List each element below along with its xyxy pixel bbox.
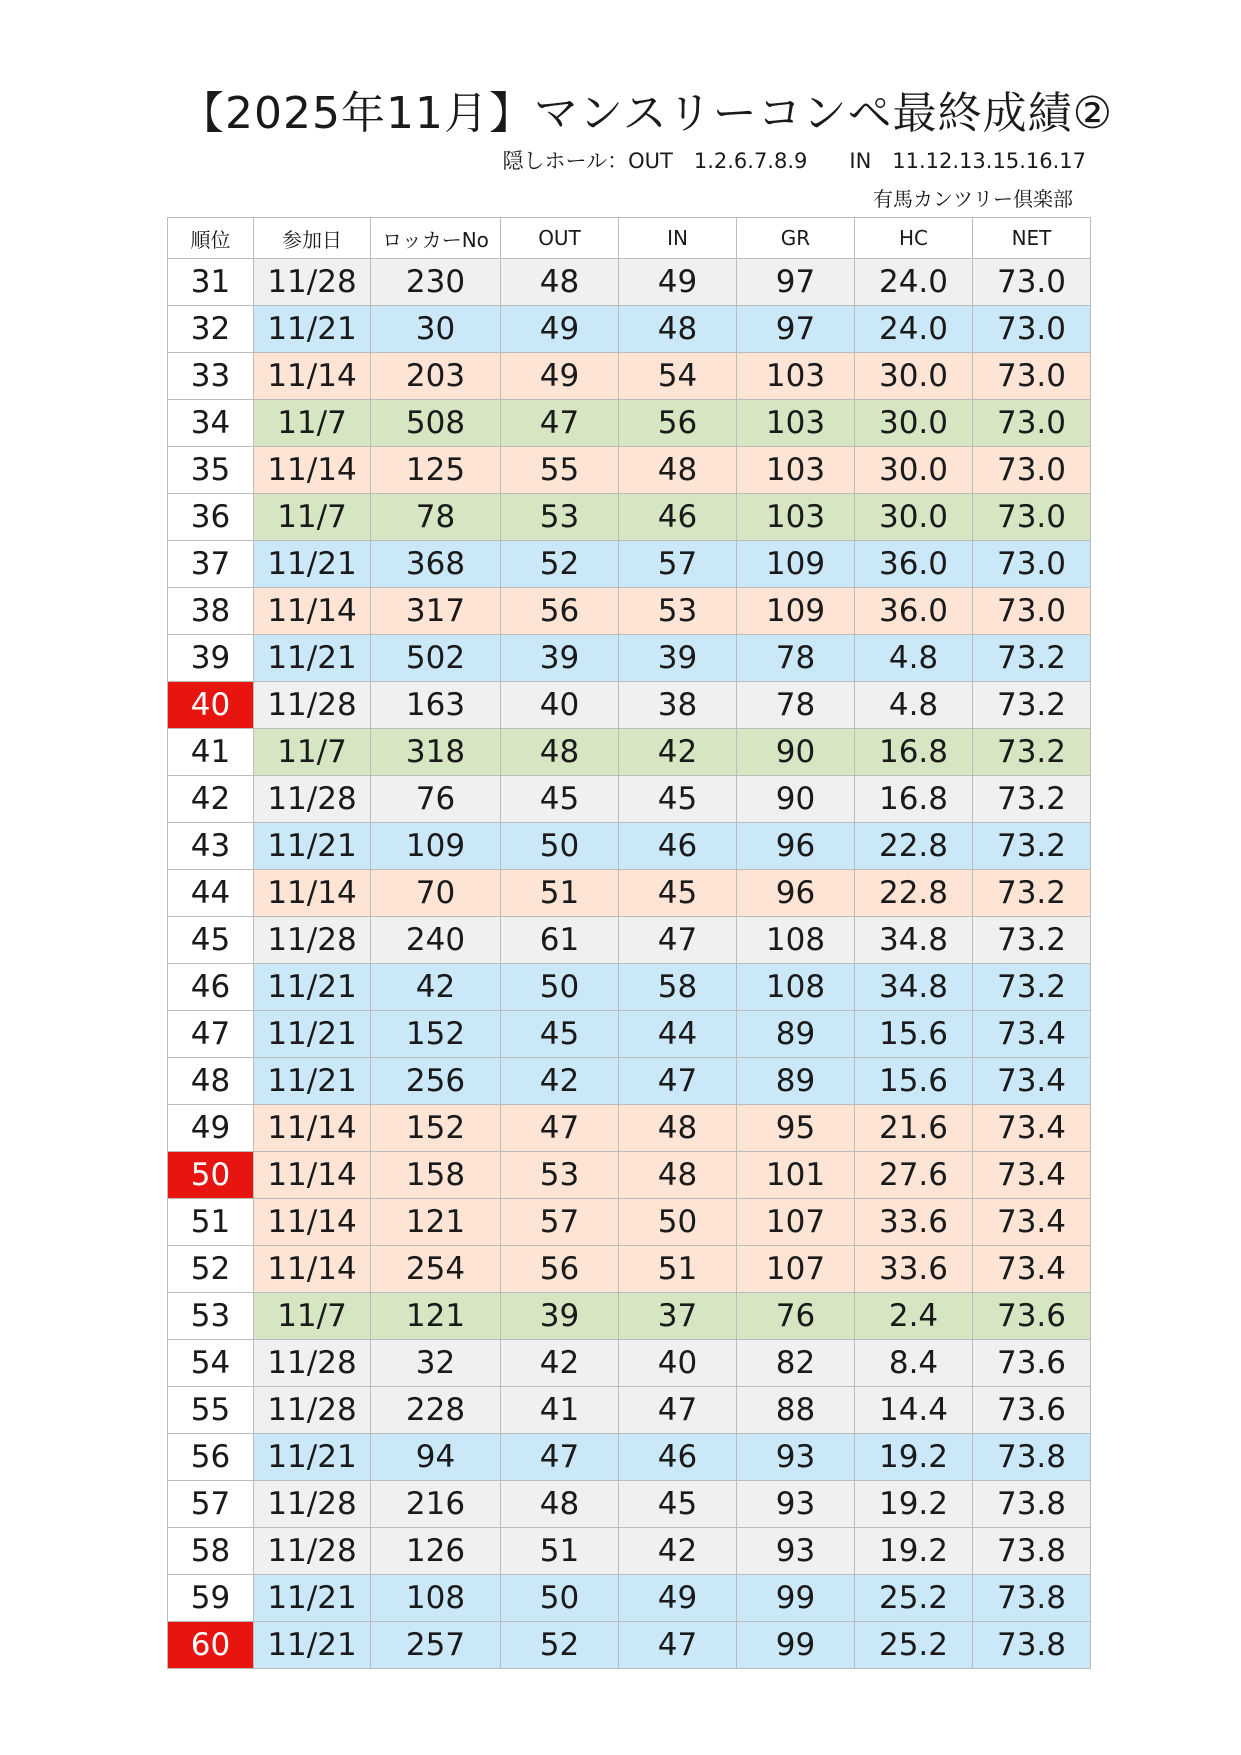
rank-cell: 46 [168, 964, 254, 1011]
gross-cell: 108 [737, 917, 855, 964]
net-cell: 73.2 [973, 917, 1091, 964]
out-score-cell: 45 [501, 776, 619, 823]
date-cell: 11/14 [254, 1199, 371, 1246]
table-row [168, 1387, 1091, 1434]
page-title: 【2025年11月】マンスリーコンペ最終成績② [180, 88, 1114, 139]
net-cell: 73.6 [973, 1293, 1091, 1340]
rank-cell: 34 [168, 400, 254, 447]
out-score-cell: 51 [501, 1528, 619, 1575]
locker-cell: 256 [371, 1058, 501, 1105]
in-score-cell: 49 [619, 1575, 737, 1622]
rank-cell: 32 [168, 306, 254, 353]
rank-cell: 33 [168, 353, 254, 400]
in-score-cell: 56 [619, 400, 737, 447]
handicap-cell: 34.8 [855, 964, 973, 1011]
gross-cell: 99 [737, 1575, 855, 1622]
in-score-cell: 37 [619, 1293, 737, 1340]
locker-cell: 203 [371, 353, 501, 400]
out-score-cell: 42 [501, 1058, 619, 1105]
date-cell: 11/21 [254, 1058, 371, 1105]
out-score-cell: 39 [501, 635, 619, 682]
gross-cell: 78 [737, 682, 855, 729]
gross-cell: 88 [737, 1387, 855, 1434]
locker-cell: 317 [371, 588, 501, 635]
out-score-cell: 56 [501, 1246, 619, 1293]
locker-cell: 508 [371, 400, 501, 447]
gross-cell: 103 [737, 494, 855, 541]
net-cell: 73.2 [973, 870, 1091, 917]
rank-cell: 44 [168, 870, 254, 917]
out-score-cell: 49 [501, 353, 619, 400]
handicap-cell: 33.6 [855, 1246, 973, 1293]
club-name: 有馬カンツリー倶楽部 [873, 187, 1073, 211]
net-cell: 73.0 [973, 306, 1091, 353]
table-row [168, 353, 1091, 400]
date-cell: 11/21 [254, 1434, 371, 1481]
rank-cell: 58 [168, 1528, 254, 1575]
date-cell: 11/21 [254, 1011, 371, 1058]
date-cell: 11/28 [254, 776, 371, 823]
rank-cell: 47 [168, 1011, 254, 1058]
date-cell: 11/14 [254, 1105, 371, 1152]
table-row [168, 917, 1091, 964]
in-score-cell: 46 [619, 1434, 737, 1481]
date-cell: 11/28 [254, 259, 371, 306]
net-cell: 73.6 [973, 1387, 1091, 1434]
net-cell: 73.8 [973, 1622, 1091, 1669]
out-score-cell: 52 [501, 541, 619, 588]
locker-cell: 76 [371, 776, 501, 823]
out-score-cell: 56 [501, 588, 619, 635]
in-score-cell: 48 [619, 447, 737, 494]
gross-cell: 103 [737, 353, 855, 400]
table-row [168, 964, 1091, 1011]
in-score-cell: 46 [619, 823, 737, 870]
net-cell: 73.0 [973, 259, 1091, 306]
rank-cell: 35 [168, 447, 254, 494]
locker-cell: 152 [371, 1011, 501, 1058]
locker-cell: 121 [371, 1293, 501, 1340]
rank-cell: 50 [168, 1152, 254, 1199]
gross-cell: 96 [737, 823, 855, 870]
handicap-cell: 8.4 [855, 1340, 973, 1387]
date-cell: 11/7 [254, 1293, 371, 1340]
table-row [168, 1058, 1091, 1105]
locker-cell: 163 [371, 682, 501, 729]
out-score-cell: 48 [501, 1481, 619, 1528]
gross-cell: 93 [737, 1434, 855, 1481]
rank-cell: 57 [168, 1481, 254, 1528]
locker-cell: 121 [371, 1199, 501, 1246]
handicap-cell: 34.8 [855, 917, 973, 964]
handicap-cell: 24.0 [855, 306, 973, 353]
rank-cell: 60 [168, 1622, 254, 1669]
handicap-cell: 15.6 [855, 1058, 973, 1105]
in-score-cell: 51 [619, 1246, 737, 1293]
rank-cell: 56 [168, 1434, 254, 1481]
in-score-cell: 44 [619, 1011, 737, 1058]
table-row [168, 823, 1091, 870]
out-score-cell: 49 [501, 306, 619, 353]
table-row [168, 1481, 1091, 1528]
gross-cell: 76 [737, 1293, 855, 1340]
net-cell: 73.0 [973, 400, 1091, 447]
gross-cell: 90 [737, 776, 855, 823]
gross-cell: 82 [737, 1340, 855, 1387]
out-score-cell: 57 [501, 1199, 619, 1246]
in-score-cell: 50 [619, 1199, 737, 1246]
table-row [168, 1293, 1091, 1340]
rank-cell: 41 [168, 729, 254, 776]
gross-cell: 89 [737, 1058, 855, 1105]
header-gr: GR [737, 218, 855, 259]
net-cell: 73.4 [973, 1105, 1091, 1152]
locker-cell: 257 [371, 1622, 501, 1669]
table-row [168, 682, 1091, 729]
locker-cell: 70 [371, 870, 501, 917]
handicap-cell: 36.0 [855, 588, 973, 635]
in-score-cell: 57 [619, 541, 737, 588]
date-cell: 11/28 [254, 1528, 371, 1575]
gross-cell: 78 [737, 635, 855, 682]
handicap-cell: 33.6 [855, 1199, 973, 1246]
gross-cell: 89 [737, 1011, 855, 1058]
in-score-cell: 47 [619, 1387, 737, 1434]
gross-cell: 107 [737, 1246, 855, 1293]
net-cell: 73.4 [973, 1152, 1091, 1199]
rank-cell: 43 [168, 823, 254, 870]
out-score-cell: 42 [501, 1340, 619, 1387]
table-row [168, 870, 1091, 917]
net-cell: 73.2 [973, 823, 1091, 870]
gross-cell: 97 [737, 259, 855, 306]
table-row [168, 1528, 1091, 1575]
rank-cell: 40 [168, 682, 254, 729]
locker-cell: 502 [371, 635, 501, 682]
gross-cell: 96 [737, 870, 855, 917]
handicap-cell: 4.8 [855, 635, 973, 682]
date-cell: 11/28 [254, 917, 371, 964]
date-cell: 11/7 [254, 729, 371, 776]
out-score-cell: 61 [501, 917, 619, 964]
gross-cell: 103 [737, 400, 855, 447]
handicap-cell: 25.2 [855, 1622, 973, 1669]
locker-cell: 254 [371, 1246, 501, 1293]
gross-cell: 93 [737, 1528, 855, 1575]
in-score-cell: 53 [619, 588, 737, 635]
gross-cell: 108 [737, 964, 855, 1011]
net-cell: 73.4 [973, 1011, 1091, 1058]
out-score-cell: 53 [501, 494, 619, 541]
out-score-cell: 39 [501, 1293, 619, 1340]
date-cell: 11/21 [254, 306, 371, 353]
handicap-cell: 15.6 [855, 1011, 973, 1058]
gross-cell: 90 [737, 729, 855, 776]
net-cell: 73.0 [973, 588, 1091, 635]
locker-cell: 42 [371, 964, 501, 1011]
locker-cell: 158 [371, 1152, 501, 1199]
date-cell: 11/28 [254, 1387, 371, 1434]
out-score-cell: 40 [501, 682, 619, 729]
out-score-cell: 53 [501, 1152, 619, 1199]
out-score-cell: 47 [501, 1105, 619, 1152]
rank-cell: 54 [168, 1340, 254, 1387]
handicap-cell: 22.8 [855, 870, 973, 917]
locker-cell: 126 [371, 1528, 501, 1575]
table-row [168, 1622, 1091, 1669]
date-cell: 11/7 [254, 400, 371, 447]
net-cell: 73.8 [973, 1575, 1091, 1622]
locker-cell: 216 [371, 1481, 501, 1528]
locker-cell: 228 [371, 1387, 501, 1434]
in-score-cell: 58 [619, 964, 737, 1011]
table-row [168, 447, 1091, 494]
out-score-cell: 45 [501, 1011, 619, 1058]
locker-cell: 94 [371, 1434, 501, 1481]
date-cell: 11/14 [254, 1246, 371, 1293]
handicap-cell: 19.2 [855, 1434, 973, 1481]
in-score-cell: 42 [619, 1528, 737, 1575]
out-score-cell: 47 [501, 400, 619, 447]
rank-cell: 38 [168, 588, 254, 635]
in-score-cell: 48 [619, 1105, 737, 1152]
date-cell: 11/7 [254, 494, 371, 541]
handicap-cell: 2.4 [855, 1293, 973, 1340]
rank-cell: 42 [168, 776, 254, 823]
table-row [168, 729, 1091, 776]
locker-cell: 125 [371, 447, 501, 494]
out-score-cell: 41 [501, 1387, 619, 1434]
locker-cell: 230 [371, 259, 501, 306]
date-cell: 11/21 [254, 964, 371, 1011]
table-row [168, 1340, 1091, 1387]
header-in: IN [619, 218, 737, 259]
gross-cell: 93 [737, 1481, 855, 1528]
gross-cell: 109 [737, 588, 855, 635]
in-score-cell: 47 [619, 1622, 737, 1669]
out-score-cell: 50 [501, 823, 619, 870]
in-score-cell: 47 [619, 917, 737, 964]
table-row [168, 1105, 1091, 1152]
in-score-cell: 45 [619, 870, 737, 917]
table-row [168, 259, 1091, 306]
in-score-cell: 48 [619, 1152, 737, 1199]
table-row [168, 494, 1091, 541]
hidden-holes-note: 隠しホール：OUT 1.2.6.7.8.9 IN 11.12.13.15.16.17 [502, 149, 1086, 173]
date-cell: 11/14 [254, 870, 371, 917]
net-cell: 73.0 [973, 353, 1091, 400]
rank-cell: 39 [168, 635, 254, 682]
handicap-cell: 21.6 [855, 1105, 973, 1152]
net-cell: 73.2 [973, 964, 1091, 1011]
rank-cell: 45 [168, 917, 254, 964]
locker-cell: 108 [371, 1575, 501, 1622]
gross-cell: 109 [737, 541, 855, 588]
handicap-cell: 19.2 [855, 1481, 973, 1528]
net-cell: 73.2 [973, 682, 1091, 729]
out-score-cell: 50 [501, 964, 619, 1011]
out-score-cell: 51 [501, 870, 619, 917]
date-cell: 11/28 [254, 1481, 371, 1528]
net-cell: 73.0 [973, 541, 1091, 588]
table-row [168, 635, 1091, 682]
net-cell: 73.4 [973, 1246, 1091, 1293]
handicap-cell: 22.8 [855, 823, 973, 870]
in-score-cell: 47 [619, 1058, 737, 1105]
rank-cell: 55 [168, 1387, 254, 1434]
in-score-cell: 54 [619, 353, 737, 400]
net-cell: 73.4 [973, 1058, 1091, 1105]
rank-cell: 37 [168, 541, 254, 588]
header-out: OUT [501, 218, 619, 259]
net-cell: 73.2 [973, 776, 1091, 823]
handicap-cell: 27.6 [855, 1152, 973, 1199]
table-row [168, 400, 1091, 447]
locker-cell: 78 [371, 494, 501, 541]
in-score-cell: 46 [619, 494, 737, 541]
table-header-row [168, 218, 1091, 259]
handicap-cell: 30.0 [855, 400, 973, 447]
date-cell: 11/28 [254, 1340, 371, 1387]
in-score-cell: 45 [619, 776, 737, 823]
in-score-cell: 48 [619, 306, 737, 353]
out-score-cell: 47 [501, 1434, 619, 1481]
handicap-cell: 30.0 [855, 494, 973, 541]
out-score-cell: 50 [501, 1575, 619, 1622]
date-cell: 11/14 [254, 588, 371, 635]
date-cell: 11/21 [254, 823, 371, 870]
table-row [168, 1575, 1091, 1622]
gross-cell: 95 [737, 1105, 855, 1152]
handicap-cell: 24.0 [855, 259, 973, 306]
gross-cell: 97 [737, 306, 855, 353]
handicap-cell: 30.0 [855, 353, 973, 400]
rank-cell: 36 [168, 494, 254, 541]
table-row [168, 1434, 1091, 1481]
rank-cell: 52 [168, 1246, 254, 1293]
net-cell: 73.8 [973, 1481, 1091, 1528]
gross-cell: 101 [737, 1152, 855, 1199]
table-row [168, 776, 1091, 823]
handicap-cell: 30.0 [855, 447, 973, 494]
rank-cell: 51 [168, 1199, 254, 1246]
out-score-cell: 48 [501, 259, 619, 306]
rank-cell: 59 [168, 1575, 254, 1622]
out-score-cell: 52 [501, 1622, 619, 1669]
header-rank: 順位 [168, 218, 254, 259]
in-score-cell: 45 [619, 1481, 737, 1528]
rank-cell: 31 [168, 259, 254, 306]
out-score-cell: 55 [501, 447, 619, 494]
table-row [168, 541, 1091, 588]
in-score-cell: 38 [619, 682, 737, 729]
date-cell: 11/21 [254, 1622, 371, 1669]
table-row [168, 1199, 1091, 1246]
table-row [168, 1011, 1091, 1058]
table-row [168, 306, 1091, 353]
net-cell: 73.0 [973, 494, 1091, 541]
in-score-cell: 40 [619, 1340, 737, 1387]
header-locker: ロッカーNo [371, 218, 501, 259]
rank-cell: 53 [168, 1293, 254, 1340]
date-cell: 11/14 [254, 353, 371, 400]
handicap-cell: 25.2 [855, 1575, 973, 1622]
net-cell: 73.2 [973, 635, 1091, 682]
handicap-cell: 14.4 [855, 1387, 973, 1434]
handicap-cell: 16.8 [855, 776, 973, 823]
net-cell: 73.0 [973, 447, 1091, 494]
rank-cell: 49 [168, 1105, 254, 1152]
date-cell: 11/21 [254, 541, 371, 588]
locker-cell: 32 [371, 1340, 501, 1387]
net-cell: 73.8 [973, 1434, 1091, 1481]
net-cell: 73.4 [973, 1199, 1091, 1246]
locker-cell: 30 [371, 306, 501, 353]
gross-cell: 107 [737, 1199, 855, 1246]
locker-cell: 109 [371, 823, 501, 870]
handicap-cell: 4.8 [855, 682, 973, 729]
date-cell: 11/21 [254, 635, 371, 682]
header-date: 参加日 [254, 218, 371, 259]
gross-cell: 103 [737, 447, 855, 494]
locker-cell: 318 [371, 729, 501, 776]
handicap-cell: 36.0 [855, 541, 973, 588]
date-cell: 11/14 [254, 1152, 371, 1199]
handicap-cell: 16.8 [855, 729, 973, 776]
net-cell: 73.8 [973, 1528, 1091, 1575]
handicap-cell: 19.2 [855, 1528, 973, 1575]
table-row [168, 1152, 1091, 1199]
rank-cell: 48 [168, 1058, 254, 1105]
date-cell: 11/14 [254, 447, 371, 494]
locker-cell: 240 [371, 917, 501, 964]
in-score-cell: 39 [619, 635, 737, 682]
results-table [167, 217, 1091, 1669]
date-cell: 11/28 [254, 682, 371, 729]
in-score-cell: 49 [619, 259, 737, 306]
header-net: NET [973, 218, 1091, 259]
in-score-cell: 42 [619, 729, 737, 776]
header-hc: HC [855, 218, 973, 259]
table-row [168, 588, 1091, 635]
net-cell: 73.6 [973, 1340, 1091, 1387]
locker-cell: 152 [371, 1105, 501, 1152]
net-cell: 73.2 [973, 729, 1091, 776]
table-row [168, 1246, 1091, 1293]
date-cell: 11/21 [254, 1575, 371, 1622]
out-score-cell: 48 [501, 729, 619, 776]
gross-cell: 99 [737, 1622, 855, 1669]
locker-cell: 368 [371, 541, 501, 588]
